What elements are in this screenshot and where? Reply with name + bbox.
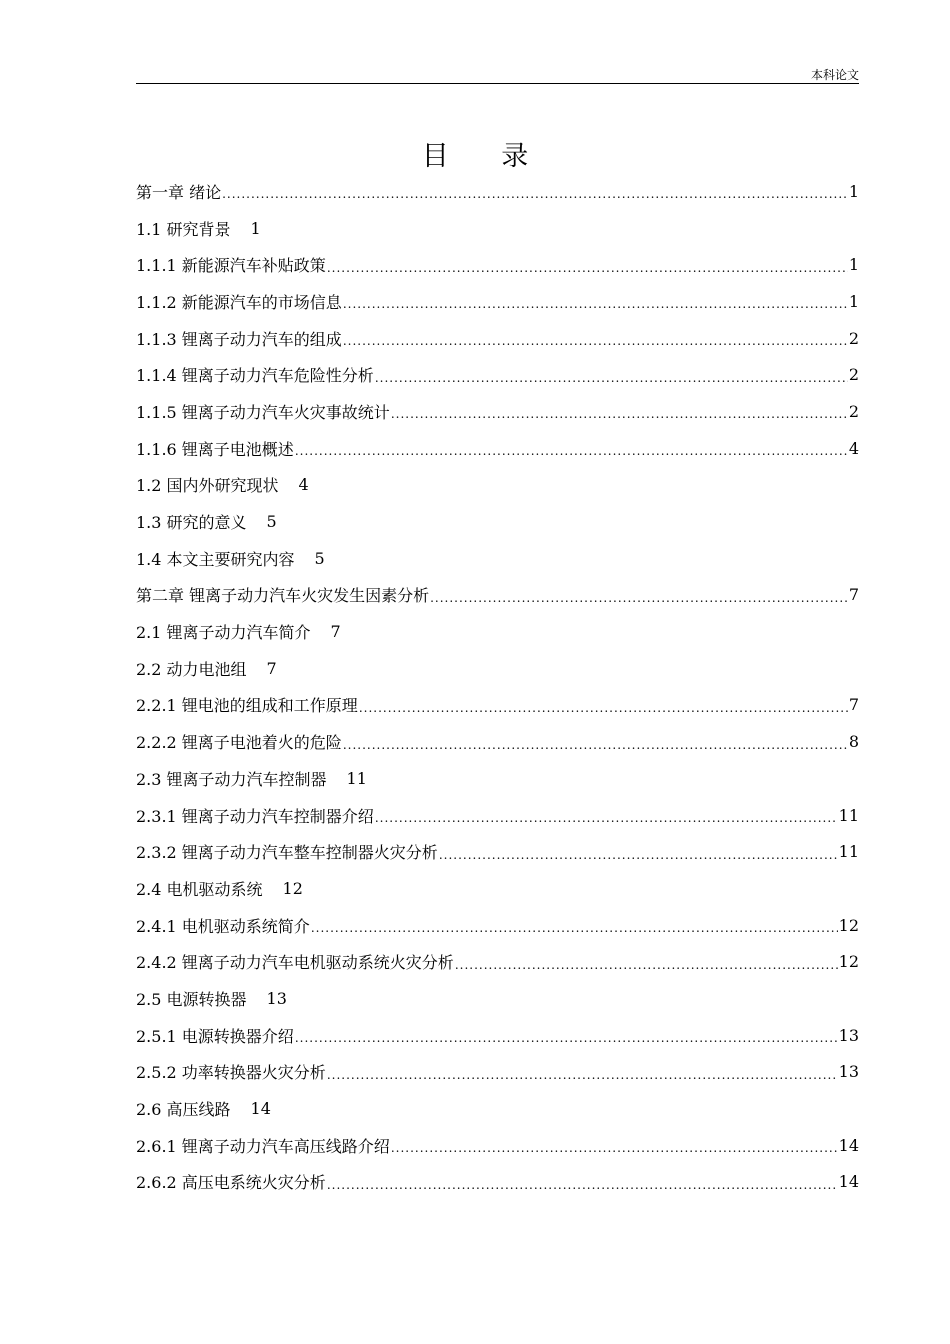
toc-entry[interactable]: [136, 870, 859, 907]
toc-entry[interactable]: [136, 797, 859, 834]
toc-entry[interactable]: [136, 833, 859, 870]
table-of-contents: [136, 173, 859, 1200]
toc-entry-label: 2.3.1 锂离子动力汽车控制器介绍: [136, 806, 374, 826]
toc-entry-page-number: 8: [848, 732, 859, 752]
toc-leader-dots: [359, 701, 848, 715]
toc-entry-page-number: 1: [848, 291, 859, 311]
toc-leader-dots: [327, 1068, 838, 1082]
toc-entry-page-number: 4: [298, 475, 309, 495]
toc-entry-page-number: 7: [266, 658, 277, 678]
toc-entry[interactable]: [136, 1127, 859, 1164]
toc-leader-dots: [375, 811, 838, 825]
toc-entry-page-number: 2: [848, 365, 859, 385]
toc-leader-dots: [455, 958, 838, 972]
toc-leader-dots: [327, 1178, 838, 1192]
toc-entry[interactable]: [136, 356, 859, 393]
toc-leader-dots: [295, 1031, 838, 1045]
toc-entry-page-number: 11: [838, 805, 859, 825]
toc-entry-label: 1.1.1 新能源汽车补贴政策: [136, 256, 326, 276]
toc-entry-page-number: 12: [838, 952, 859, 972]
toc-entry-label: 1.2 国内外研究现状: [136, 476, 279, 496]
toc-entry[interactable]: [136, 393, 859, 430]
toc-entry-label: 第二章 锂离子动力汽车火灾发生因素分析: [136, 586, 430, 606]
toc-entry[interactable]: [136, 173, 859, 210]
toc-entry[interactable]: [136, 210, 859, 247]
toc-entry[interactable]: [136, 1017, 859, 1054]
toc-entry-page-number: 2: [848, 328, 859, 348]
toc-entry-page-number: 7: [848, 695, 859, 715]
toc-entry-label: 2.5 电源转换器: [136, 989, 247, 1009]
toc-entry-label: 第一章 绪论: [136, 182, 222, 202]
toc-entry-page-number: 12: [282, 878, 303, 898]
toc-entry-label: 2.4.1 电机驱动系统简介: [136, 916, 310, 936]
toc-entry-label: 2.3 锂离子动力汽车控制器: [136, 769, 327, 789]
toc-leader-dots: [343, 738, 848, 752]
toc-entry[interactable]: [136, 980, 859, 1017]
toc-entry-label: 1.4 本文主要研究内容: [136, 549, 295, 569]
toc-entry-label: 2.4.2 锂离子动力汽车电机驱动系统火灾分析: [136, 953, 454, 973]
toc-entry-page-number: 2: [848, 401, 859, 421]
toc-entry[interactable]: [136, 723, 859, 760]
toc-entry[interactable]: [136, 1054, 859, 1091]
toc-entry[interactable]: [136, 430, 859, 467]
toc-leader-dots: [327, 261, 848, 275]
toc-entry-label: 2.6.2 高压电系统火灾分析: [136, 1173, 326, 1193]
toc-leader-dots: [343, 334, 848, 348]
toc-entry-page-number: 4: [848, 438, 859, 458]
toc-entry-label: 2.2.2 锂离子电池着火的危险: [136, 733, 342, 753]
toc-entry-label: 2.2.1 锂电池的组成和工作原理: [136, 696, 358, 716]
toc-leader-dots: [391, 407, 848, 421]
toc-entry-label: 1.1.3 锂离子动力汽车的组成: [136, 329, 342, 349]
toc-entry-page-number: 13: [838, 1062, 859, 1082]
toc-entry-page-number: 11: [346, 768, 367, 788]
toc-entry[interactable]: [136, 650, 859, 687]
toc-entry-label: 1.1.5 锂离子动力汽车火灾事故统计: [136, 402, 390, 422]
toc-entry-label: 2.6 高压线路: [136, 1100, 231, 1120]
toc-entry[interactable]: [136, 503, 859, 540]
toc-entry-label: 2.6.1 锂离子动力汽车高压线路介绍: [136, 1136, 390, 1156]
toc-entry-page-number: 13: [838, 1025, 859, 1045]
toc-entry-page-number: 11: [838, 842, 859, 862]
toc-entry-label: 1.3 研究的意义: [136, 513, 247, 533]
toc-entry[interactable]: [136, 1164, 859, 1201]
toc-entry-page-number: 1: [250, 218, 261, 238]
toc-entry-page-number: 14: [838, 1135, 859, 1155]
toc-entry[interactable]: [136, 907, 859, 944]
toc-entry[interactable]: [136, 687, 859, 724]
toc-entry[interactable]: [136, 943, 859, 980]
toc-leader-dots: [311, 921, 838, 935]
toc-entry-page-number: 14: [250, 1099, 271, 1119]
toc-entry-page-number: 7: [330, 622, 341, 642]
running-header: 本科论文: [810, 68, 859, 82]
toc-leader-dots: [295, 444, 848, 458]
toc-leader-dots: [391, 1141, 838, 1155]
toc-entry[interactable]: [136, 760, 859, 797]
toc-entry[interactable]: [136, 320, 859, 357]
toc-entry-label: 1.1.6 锂离子电池概述: [136, 439, 294, 459]
header-rule: [136, 83, 859, 84]
toc-entry-label: 2.5.1 电源转换器介绍: [136, 1026, 294, 1046]
toc-leader-dots: [343, 297, 848, 311]
toc-entry[interactable]: [136, 540, 859, 577]
toc-entry-page-number: 12: [838, 915, 859, 935]
toc-entry-page-number: 5: [266, 512, 277, 532]
toc-entry-page-number: 5: [314, 548, 325, 568]
toc-entry-label: 2.5.2 功率转换器火灾分析: [136, 1063, 326, 1083]
toc-entry[interactable]: [136, 613, 859, 650]
toc-entry[interactable]: [136, 283, 859, 320]
toc-leader-dots: [222, 187, 848, 201]
toc-entry-page-number: 13: [266, 988, 287, 1008]
toc-entry[interactable]: [136, 1090, 859, 1127]
toc-entry[interactable]: [136, 577, 859, 614]
toc-entry-page-number: 1: [848, 255, 859, 275]
toc-leader-dots: [439, 848, 838, 862]
toc-entry-label: 1.1.2 新能源汽车的市场信息: [136, 292, 342, 312]
toc-entry-label: 2.3.2 锂离子动力汽车整车控制器火灾分析: [136, 843, 438, 863]
toc-entry[interactable]: [136, 467, 859, 504]
toc-leader-dots: [430, 591, 848, 605]
toc-entry-label: 2.4 电机驱动系统: [136, 879, 263, 899]
toc-entry-page-number: 1: [848, 181, 859, 201]
toc-entry-page-number: 7: [848, 585, 859, 605]
toc-entry-label: 1.1 研究背景: [136, 219, 231, 239]
page-title: 目 录: [421, 141, 551, 172]
toc-leader-dots: [375, 371, 848, 385]
toc-entry-label: 2.2 动力电池组: [136, 659, 247, 679]
toc-entry[interactable]: [136, 246, 859, 283]
toc-entry-label: 2.1 锂离子动力汽车简介: [136, 623, 311, 643]
toc-entry-page-number: 14: [838, 1172, 859, 1192]
toc-entry-label: 1.1.4 锂离子动力汽车危险性分析: [136, 366, 374, 386]
